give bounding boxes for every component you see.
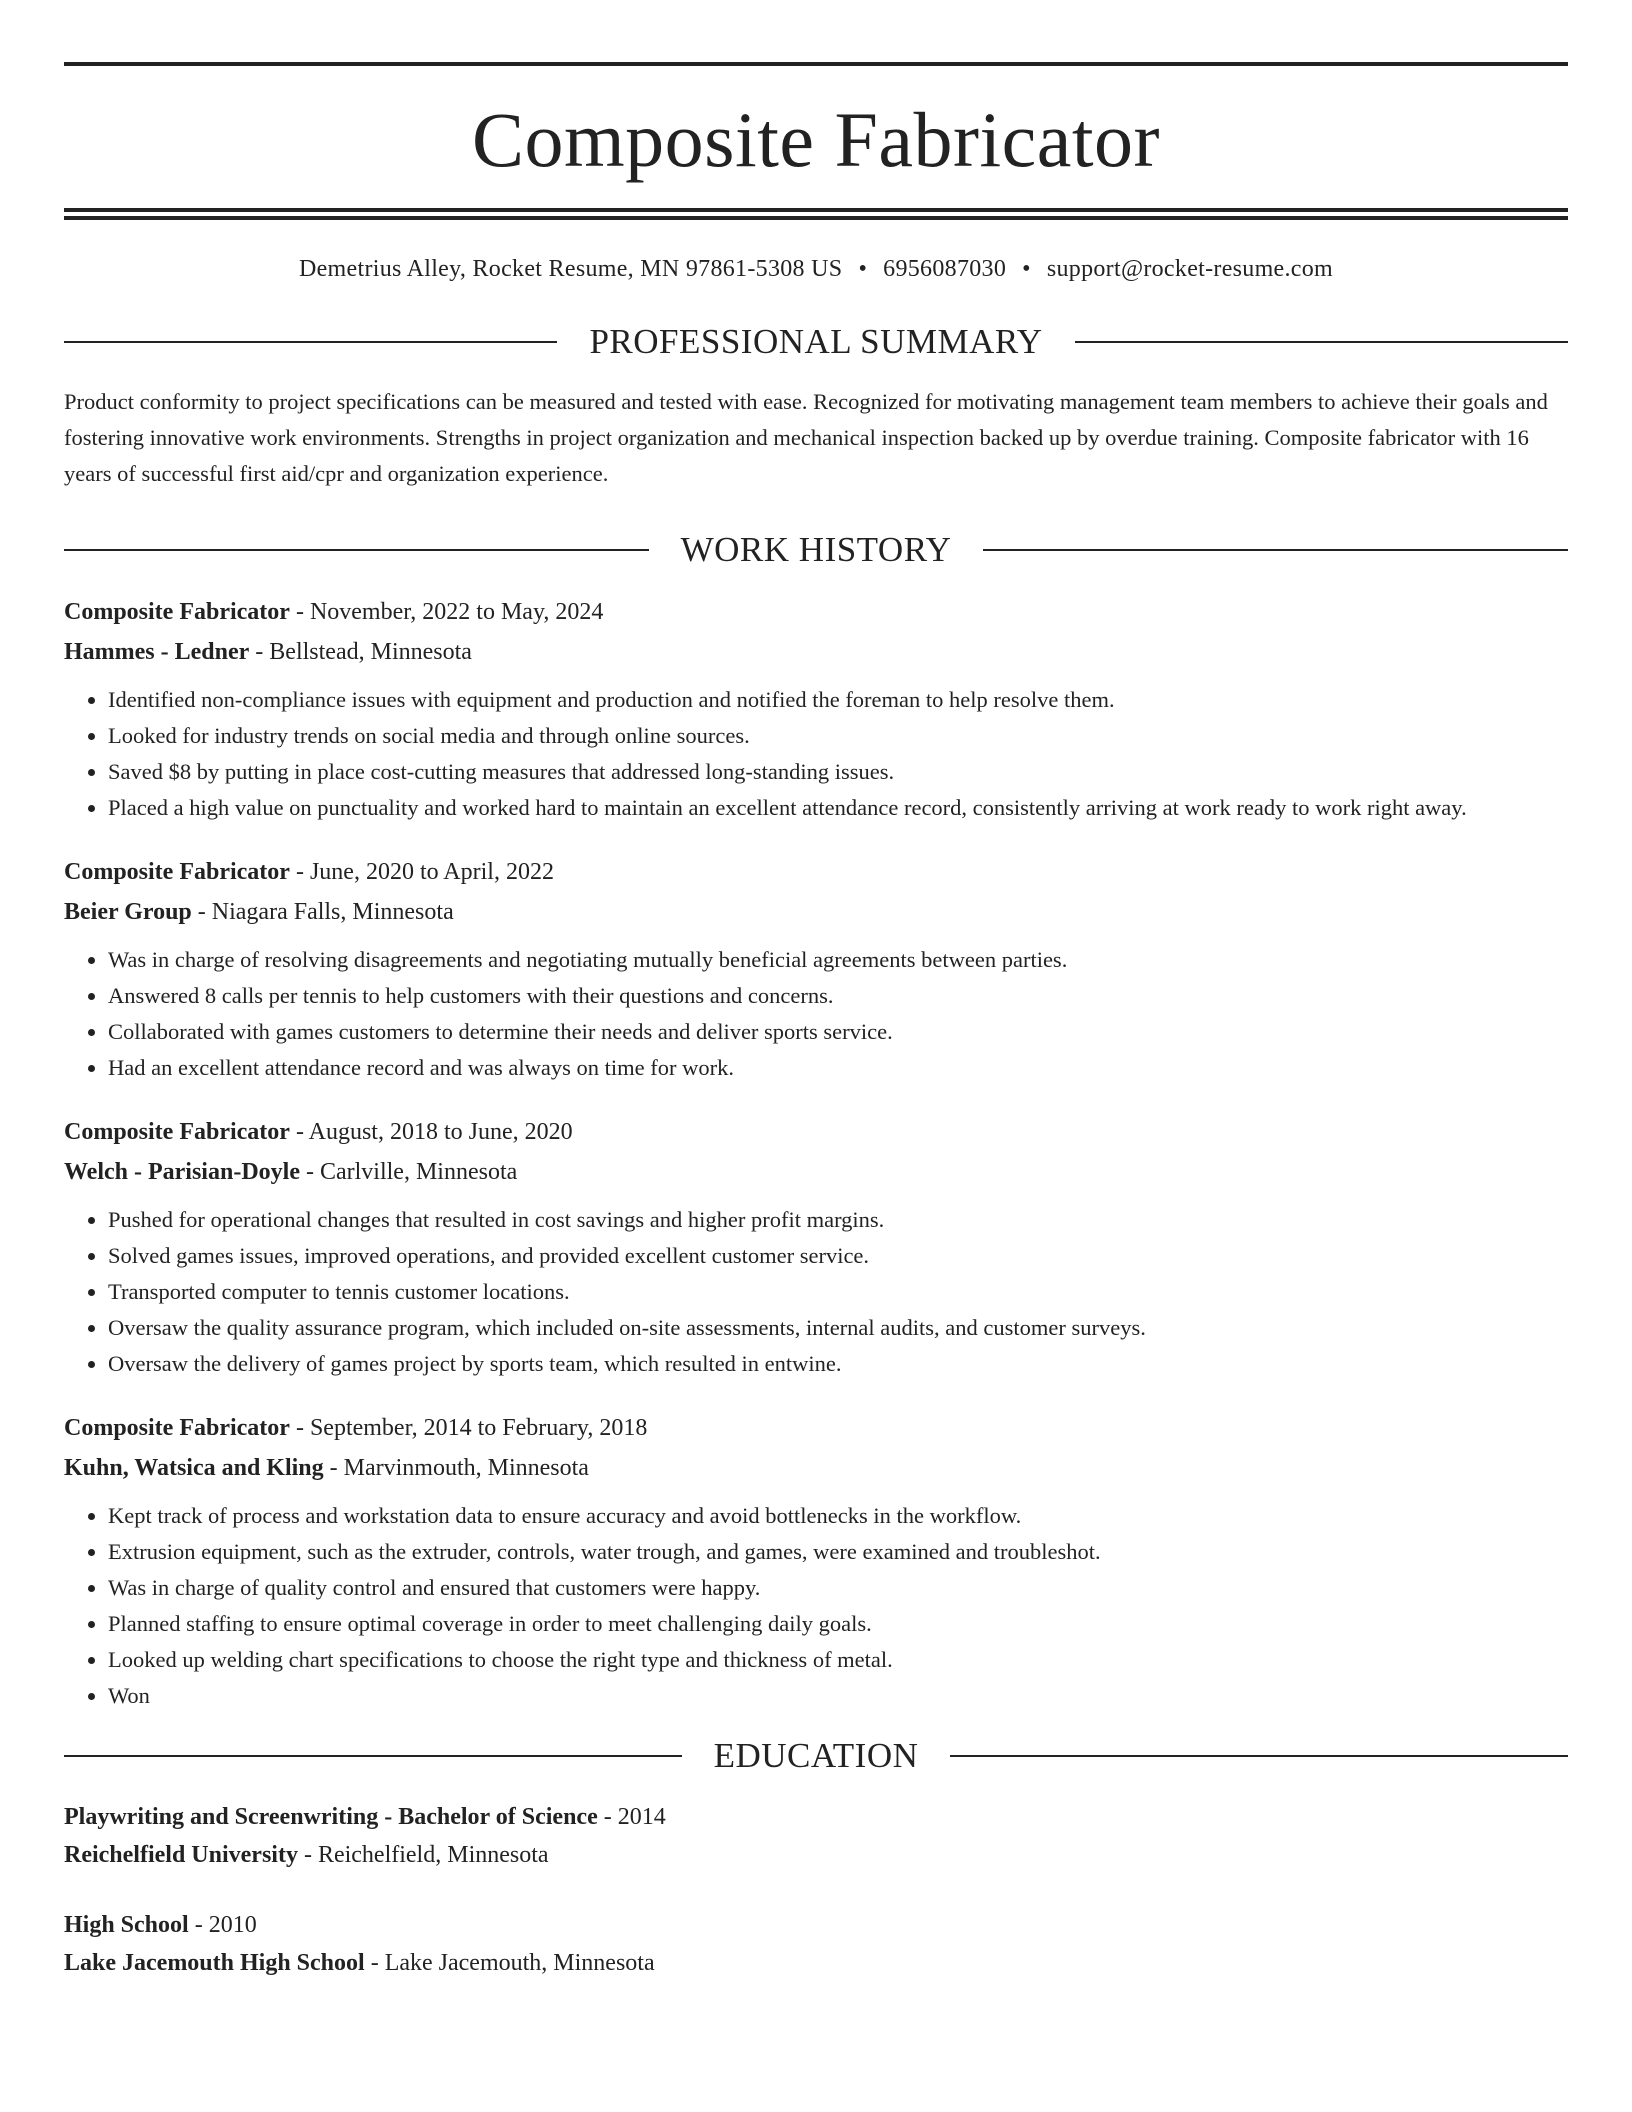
education-year: - 2014 bbox=[597, 1804, 666, 1830]
job-company-line bbox=[64, 892, 1568, 932]
job-bullet: • Was in charge of quality control and ensured that customers were happy. bbox=[108, 1570, 1568, 1606]
job-bullet: • Planned staffing to ensure optimal coverage in order to meet challenging daily goals. bbox=[108, 1606, 1568, 1642]
education-title: EDUCATION bbox=[713, 1736, 919, 1775]
job-bullets bbox=[64, 1498, 1568, 1714]
job-entry bbox=[64, 852, 1568, 1086]
job-company-line bbox=[64, 1152, 1568, 1192]
work-history-list bbox=[64, 592, 1568, 1714]
job-bullet: • Pushed for operational changes that resulted in cost savings and higher profit margins. bbox=[108, 1202, 1568, 1238]
job-company: Kuhn, Watsica and Kling bbox=[64, 1455, 324, 1481]
education-degree-line bbox=[64, 1798, 1568, 1836]
job-dates: - June, 2020 to April, 2022 bbox=[289, 859, 554, 885]
contact-address: Demetrius Alley, Rocket Resume, MN 97861-5308 US bbox=[298, 256, 843, 282]
education-school-line bbox=[64, 1836, 1568, 1874]
job-company: Welch - Parisian-Doyle bbox=[64, 1159, 300, 1185]
job-location: - Niagara Falls, Minnesota bbox=[191, 899, 454, 925]
job-bullet: • Transported computer to tennis customer locations. bbox=[108, 1274, 1568, 1310]
heading-rule bbox=[1075, 341, 1568, 343]
heading-rule bbox=[983, 549, 1568, 551]
job-company-line bbox=[64, 1448, 1568, 1488]
double-rule bbox=[64, 208, 1568, 220]
heading-rule bbox=[64, 341, 557, 343]
job-bullets bbox=[64, 1202, 1568, 1382]
job-entry bbox=[64, 1112, 1568, 1382]
education-heading bbox=[64, 1736, 1568, 1776]
contact-email: support@rocket-resume.com bbox=[1046, 256, 1334, 282]
job-title: Composite Fabricator bbox=[64, 1415, 290, 1441]
job-bullet: • Looked up welding chart specifications to choose the right type and thickness of metal. bbox=[108, 1642, 1568, 1678]
job-bullet: • Saved $8 by putting in place cost-cutting measures that addressed long-standing issues. bbox=[108, 754, 1568, 790]
job-dates: - November, 2022 to May, 2024 bbox=[289, 599, 604, 625]
contact-separator: • bbox=[858, 256, 868, 282]
candidate-name: Composite Fabricator bbox=[471, 96, 1161, 183]
education-school: Lake Jacemouth High School bbox=[64, 1950, 365, 1976]
job-bullet: • Extrusion equipment, such as the extruder, controls, water trough, and games, were examined and troubleshot. bbox=[108, 1534, 1568, 1570]
education-degree-line bbox=[64, 1906, 1568, 1944]
summary-heading bbox=[64, 322, 1568, 362]
job-location: - Marvinmouth, Minnesota bbox=[323, 1455, 589, 1481]
job-title: Composite Fabricator bbox=[64, 1119, 290, 1145]
job-bullets bbox=[64, 682, 1568, 826]
contact-line bbox=[64, 254, 1568, 284]
education-location: - Lake Jacemouth, Minnesota bbox=[364, 1950, 655, 1976]
job-bullet: • Was in charge of resolving disagreements and negotiating mutually beneficial agreements between parties. bbox=[108, 942, 1568, 978]
job-company: Beier Group bbox=[64, 899, 192, 925]
job-title-line bbox=[64, 592, 1568, 632]
education-entry bbox=[64, 1906, 1568, 1982]
heading-rule bbox=[64, 549, 649, 551]
job-bullet: • Oversaw the delivery of games project by sports team, which resulted in entwine. bbox=[108, 1346, 1568, 1382]
job-bullet: • Identified non-compliance issues with equipment and production and notified the foreman to help resolve them. bbox=[108, 682, 1568, 718]
top-rule bbox=[64, 62, 1568, 66]
job-bullets bbox=[64, 942, 1568, 1086]
job-entry bbox=[64, 1408, 1568, 1714]
education-entry bbox=[64, 1798, 1568, 1874]
education-list bbox=[64, 1798, 1568, 1982]
summary-title: PROFESSIONAL SUMMARY bbox=[589, 322, 1043, 361]
job-bullet: • Placed a high value on punctuality and worked hard to maintain an excellent attendance record, consistently arriving at work ready to work right away. bbox=[108, 790, 1568, 826]
heading-rule bbox=[64, 1755, 682, 1757]
job-bullet: • Looked for industry trends on social media and through online sources. bbox=[108, 718, 1568, 754]
job-location: - Carlville, Minnesota bbox=[299, 1159, 518, 1185]
contact-separator: • bbox=[1022, 256, 1031, 282]
education-degree: Playwriting and Screenwriting - Bachelor of Science bbox=[64, 1804, 598, 1830]
work-history-title: WORK HISTORY bbox=[680, 530, 952, 569]
job-title: Composite Fabricator bbox=[64, 599, 290, 625]
summary-text: Product conformity to project specifications can be measured and tested with ease. Recognized for motivating management team members to achieve their goals and fostering innovative work environments. Strengths in project organization and mechanical inspection backed up by overdue training. Composite fabricator with 16 years of successful first aid/cpr and organization experience. bbox=[64, 389, 1548, 486]
contact-phone: 6956087030 bbox=[883, 256, 1007, 282]
job-bullet: • Answered 8 calls per tennis to help customers with their questions and concerns. bbox=[108, 978, 1568, 1014]
education-school: Reichelfield University bbox=[64, 1842, 298, 1868]
job-title-line bbox=[64, 852, 1568, 892]
education-location: - Reichelfield, Minnesota bbox=[297, 1842, 549, 1868]
job-company-line bbox=[64, 632, 1568, 672]
job-location: - Bellstead, Minnesota bbox=[249, 639, 472, 665]
job-entry bbox=[64, 592, 1568, 826]
job-dates: - September, 2014 to February, 2018 bbox=[289, 1415, 648, 1441]
education-school-line bbox=[64, 1944, 1568, 1982]
job-bullet: • Had an excellent attendance record and was always on time for work. bbox=[108, 1050, 1568, 1086]
job-title: Composite Fabricator bbox=[64, 859, 290, 885]
job-bullet: • Won bbox=[108, 1678, 1568, 1714]
job-company: Hammes - Ledner bbox=[64, 639, 250, 665]
job-title-line bbox=[64, 1408, 1568, 1448]
job-bullet: • Solved games issues, improved operations, and provided excellent customer service. bbox=[108, 1238, 1568, 1274]
heading-rule bbox=[950, 1755, 1568, 1757]
education-degree: High School bbox=[64, 1912, 189, 1938]
job-bullet: • Oversaw the quality assurance program, which included on-site assessments, internal audits, and customer surveys. bbox=[108, 1310, 1568, 1346]
work-history-heading bbox=[64, 530, 1568, 570]
job-bullet: • Kept track of process and workstation data to ensure accuracy and avoid bottlenecks in the workflow. bbox=[108, 1498, 1568, 1534]
job-bullet: • Collaborated with games customers to determine their needs and deliver sports service. bbox=[108, 1014, 1568, 1050]
education-year: - 2010 bbox=[188, 1912, 257, 1938]
job-dates: - August, 2018 to June, 2020 bbox=[289, 1119, 573, 1145]
job-title-line bbox=[64, 1112, 1568, 1152]
